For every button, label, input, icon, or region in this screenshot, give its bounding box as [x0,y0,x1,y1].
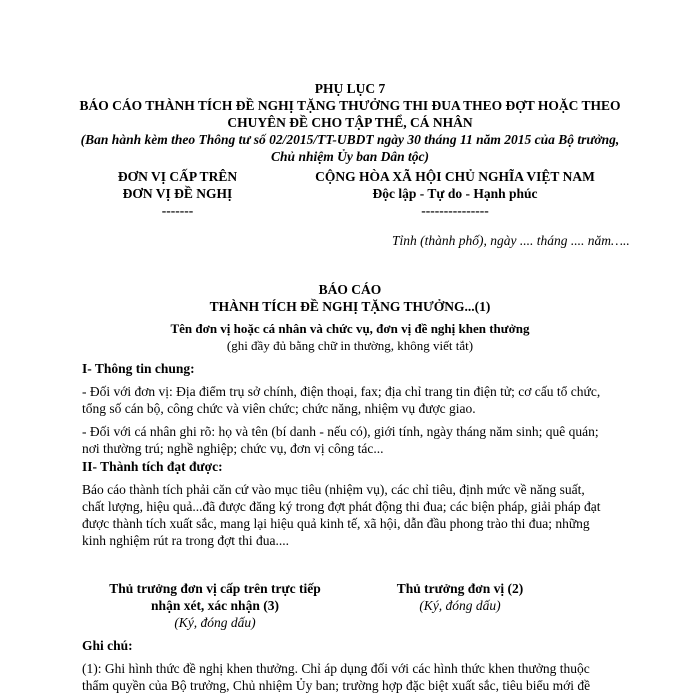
section2-line3: được thành tích xuất sắc, mang lại hiệu quả kinh tế, xã hội, dẫn đầu phong trào thi đua; những [82,516,590,531]
report-title: BÁO CÁO [318,282,382,297]
superior-signature-title1: Thủ trưởng đơn vị cấp trên trực tiếp [109,581,321,596]
appendix-subtitle-line2: CHUYÊN ĐỀ CHO TẬP THỂ, CÁ NHÂN [227,115,473,130]
notes-line2: thẩm quyền của Bộ trưởng, Chủ nhiệm Ủy ban; trường hợp đặc biệt xuất sắc, tiêu biểu mới đề [82,678,591,693]
section2-heading: II- Thành tích đạt được: [82,459,223,474]
section2-line2: chất lượng, hiệu quả...đã được đăng ký trong đợt phát động thi đua; các biện pháp, giải pháp đạt [82,499,601,514]
appendix-issued-line2: Chủ nhiệm Ủy ban Dân tộc) [271,149,429,164]
notes-section [82,637,622,694]
superior-unit-label: ĐƠN VỊ CẤP TRÊN [117,169,238,184]
report-subject-note: (ghi đầy đủ bằng chữ in thường, không viết tắt) [226,338,474,353]
section2-line4: kinh nghiệm rút ra trong đợt thi đua.... [82,533,289,548]
section1-para2-line2: nơi thường trú; nghề nghiệp; chức vụ, đơn vị công tác... [82,441,384,456]
section-achievements [82,458,622,549]
section1-heading: I- Thông tin chung: [82,361,195,376]
superior-signature-title2: nhận xét, xác nhận (3) [151,598,279,613]
country-name: CỘNG HÒA XÃ HỘI CHỦ NGHĨA VIỆT NAM [315,169,595,184]
section1-para2 [82,423,622,457]
notes-line1: (1): Ghi hình thức đề nghị khen thưởng. Chỉ áp dụng đối với các hình thức khen thưởng thuộc [82,661,590,676]
national-motto-block [255,168,655,219]
appendix-subtitle-line1: BÁO CÁO THÀNH TÍCH ĐỀ NGHỊ TẶNG THƯỞNG THI ĐUA THEO ĐỢT HOẶC THEO [79,98,621,113]
section2-para [82,481,622,549]
motto-separator: --------------- [421,203,489,218]
section1-para2-line1: - Đối với cá nhân ghi rõ: họ và tên (bí danh - nếu có), giới tính, ngày tháng năm sinh; quê quán; [82,424,599,439]
national-motto: Độc lập - Tự do - Hạnh phúc [372,186,538,201]
place-date-line: Tỉnh (thành phố), ngày .... tháng .... năm….. [392,233,630,248]
issuing-unit-block [90,168,265,219]
appendix-issued-line1: (Ban hành kèm theo Thông tư số 02/2015/TT-UBDT ngày 30 tháng 11 năm 2015 của Bộ trưởng, [80,132,620,147]
appendix-title: PHỤ LỤC 7 [314,81,386,96]
section1-para1-line2: tổng số cán bộ, công chức và viên chức; chức năng, nhiệm vụ được giao. [82,401,476,416]
report-title-block [0,281,700,315]
report-subject-line: Tên đơn vị hoặc cá nhân và chức vụ, đơn vị đề nghị khen thưởng [170,321,530,336]
report-subtitle: THÀNH TÍCH ĐỀ NGHỊ TẶNG THƯỞNG...(1) [209,299,491,314]
superior-signature-note: (Ký, đóng dấu) [174,615,256,630]
notes-heading: Ghi chú: [82,638,133,653]
unit-head-signature-note: (Ký, đóng dấu) [419,598,501,613]
unit-head-signature-title: Thủ trưởng đơn vị (2) [396,581,524,596]
appendix-header [0,80,700,165]
issuing-unit-separator: ------- [161,203,194,218]
superior-signature-block [90,580,340,631]
section-general-info [82,360,622,457]
notes-para [82,660,622,694]
unit-head-signature-block [380,580,540,614]
report-subject-block [0,320,700,354]
section2-line1: Báo cáo thành tích phải căn cứ vào mục tiêu (nhiệm vụ), các chỉ tiêu, định mức về năng suất, [82,482,585,497]
section1-para1 [82,383,622,417]
proposing-unit-label: ĐƠN VỊ ĐỀ NGHỊ [122,186,233,201]
section1-para1-line1: - Đối với đơn vị: Địa điểm trụ sở chính, điện thoại, fax; địa chỉ trang tin điện tử; cơ cấu tổ chức, [82,384,601,399]
